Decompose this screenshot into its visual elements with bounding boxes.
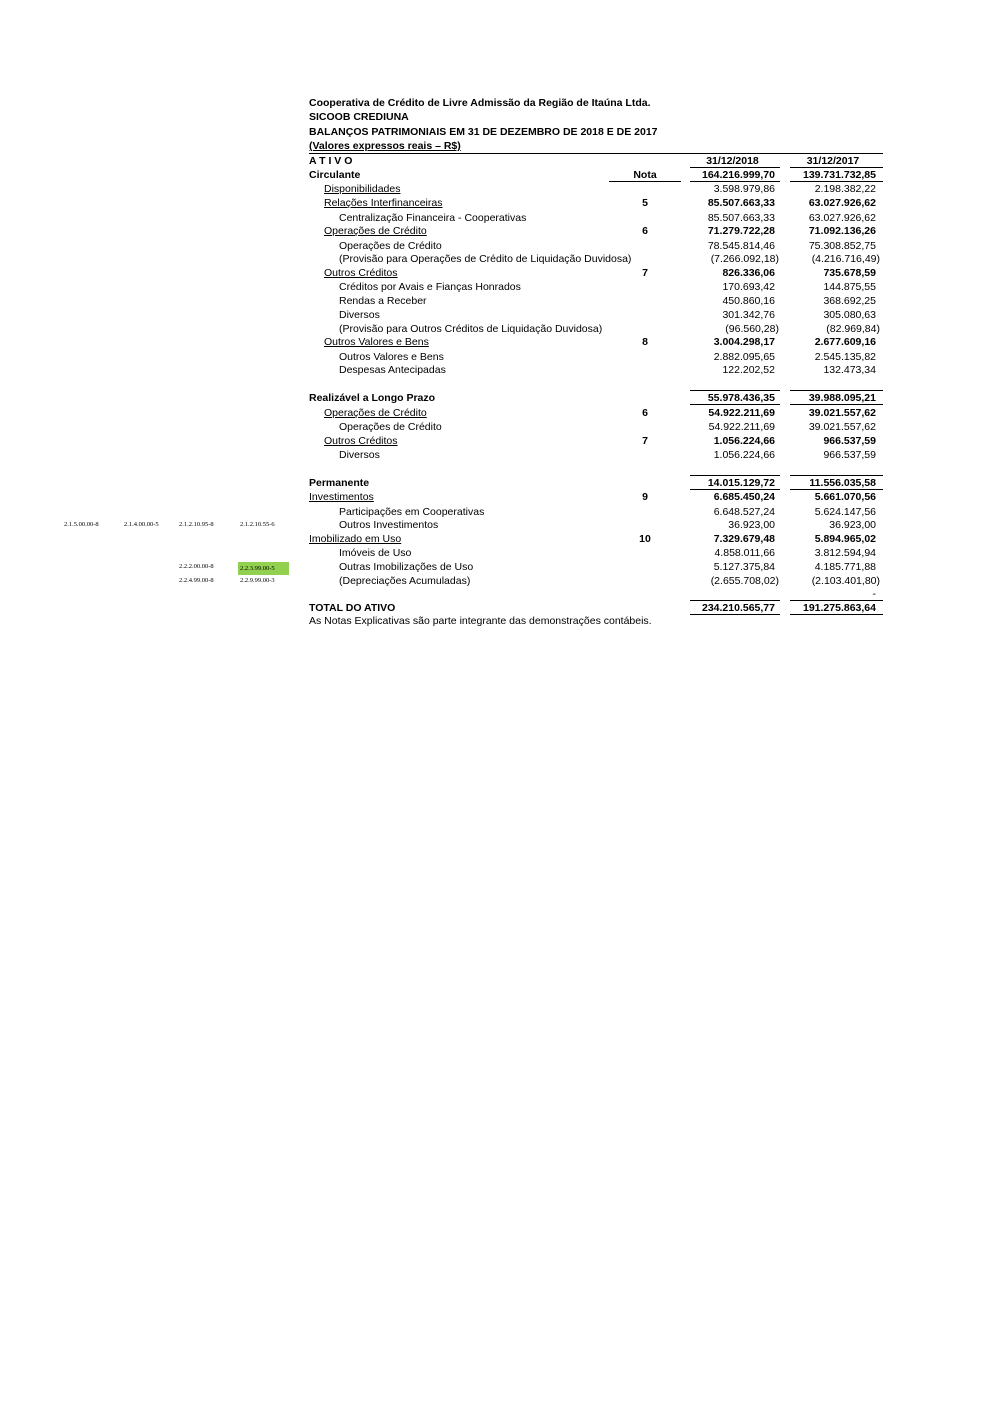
table-row bbox=[0, 420, 1000, 434]
account-code: 2.2.4.99.00-8 bbox=[179, 577, 214, 584]
value-2017: 5.661.070,56 bbox=[814, 491, 876, 503]
report-title: BALANÇOS PATRIMONIAIS EM 31 DE DEZEMBRO DE 2018 E DE 2017 bbox=[309, 126, 658, 138]
table-row bbox=[0, 546, 1000, 560]
table-row bbox=[0, 266, 1000, 280]
value-2018: 55.978.436,35 bbox=[707, 392, 775, 404]
table-row bbox=[0, 587, 1000, 601]
value-2017: 3.812.594,94 bbox=[814, 547, 876, 559]
value-2017: 191.275.863,64 bbox=[803, 602, 876, 614]
table-row bbox=[0, 406, 1000, 420]
account-code: 2.1.4.00.00-5 bbox=[124, 521, 159, 528]
value-2018: 826.336,06 bbox=[722, 267, 775, 279]
rule-nota bbox=[609, 181, 681, 182]
row-nota: 10 bbox=[639, 533, 651, 545]
rule-2018-lp bbox=[690, 404, 780, 405]
value-2017: 5.624.147,56 bbox=[814, 506, 876, 518]
value-2018: 78.545.814,46 bbox=[707, 240, 775, 252]
value-2018: 7.329.679,48 bbox=[713, 533, 775, 545]
value-2018: 122.202,52 bbox=[722, 364, 775, 376]
row-label: Rendas a Receber bbox=[339, 295, 427, 307]
value-2018: 54.922.211,69 bbox=[708, 407, 775, 419]
value-2018: 450.860,16 bbox=[722, 295, 775, 307]
row-label: (Provisão para Operações de Crédito de Liquidação Duvidosa) bbox=[339, 253, 632, 265]
row-label: Imóveis de Uso bbox=[339, 547, 412, 559]
rule-2018-circulante bbox=[690, 181, 780, 182]
value-2018: (2.655.708,02) bbox=[710, 575, 779, 587]
value-2018: 6.648.527,24 bbox=[713, 506, 775, 518]
value-2018: (96.560,28) bbox=[725, 323, 779, 335]
account-code: 2.2.2.00.00-8 bbox=[179, 563, 214, 570]
account-code: 2.2.9.99.00-3 bbox=[240, 577, 275, 584]
row-nota: 5 bbox=[642, 197, 648, 209]
value-2017: 2.677.609,16 bbox=[814, 336, 876, 348]
row-label: Outros Créditos bbox=[324, 435, 398, 447]
rule-2018-perm bbox=[690, 489, 780, 490]
account-code: 2.2.3.99.00-5 bbox=[238, 562, 289, 575]
value-2018: 5.127.375,84 bbox=[713, 561, 775, 573]
value-2018: 3.004.298,17 bbox=[713, 336, 775, 348]
rule-2018-total bbox=[690, 614, 780, 615]
table-row bbox=[0, 490, 1000, 504]
value-2017: 132.473,34 bbox=[823, 364, 876, 376]
row-label: Realizável a Longo Prazo bbox=[309, 392, 436, 404]
row-label: (Provisão para Outros Créditos de Liquidação Duvidosa) bbox=[339, 323, 603, 335]
value-2017: (2.103.401,80) bbox=[811, 575, 880, 587]
table-row bbox=[0, 391, 1000, 405]
company-name: Cooperativa de Crédito de Livre Admissão da Região de Itaúna Ltda. bbox=[309, 97, 651, 109]
value-2017: 735.678,59 bbox=[823, 267, 876, 279]
row-nota: 9 bbox=[642, 491, 648, 503]
row-nota: 7 bbox=[642, 267, 648, 279]
col-header-nota: Nota bbox=[633, 169, 657, 181]
value-2018: 36.923,00 bbox=[728, 519, 775, 531]
table-row bbox=[0, 280, 1000, 294]
footnote: As Notas Explicativas são parte integrante das demonstrações contábeis. bbox=[309, 615, 652, 627]
table-row bbox=[0, 308, 1000, 322]
row-label: Outros Investimentos bbox=[339, 519, 439, 531]
table-row bbox=[0, 252, 1000, 266]
rule-2017-circulante bbox=[790, 181, 883, 182]
value-2017: 39.021.557,62 bbox=[808, 421, 876, 433]
value-2017: 71.092.136,26 bbox=[808, 225, 876, 237]
value-2018: (7.266.092,18) bbox=[710, 253, 779, 265]
row-label: Permanente bbox=[309, 477, 370, 489]
rule-2018-total-top bbox=[690, 600, 780, 601]
row-label: Circulante bbox=[309, 169, 361, 181]
section-label-ativo: A T I V O bbox=[309, 155, 353, 167]
rule-2018-header bbox=[690, 167, 780, 168]
value-2018: 71.279.722,28 bbox=[707, 225, 775, 237]
table-row bbox=[0, 448, 1000, 462]
value-2017: 39.988.095,21 bbox=[808, 392, 876, 404]
value-2017: (4.216.716,49) bbox=[811, 253, 880, 265]
value-2018: 170.693,42 bbox=[722, 281, 775, 293]
value-2018: 1.056.224,66 bbox=[713, 435, 775, 447]
value-2018: 6.685.450,24 bbox=[713, 491, 775, 503]
value-2017: (82.969,84) bbox=[826, 323, 880, 335]
value-2017: 144.875,55 bbox=[823, 281, 876, 293]
units-note: (Valores expressos reais – R$) bbox=[309, 140, 461, 152]
value-2017: 11.556.035,58 bbox=[809, 477, 876, 489]
value-2017: 139.731.732,85 bbox=[803, 169, 876, 181]
row-label: Participações em Cooperativas bbox=[339, 506, 485, 518]
side-codes bbox=[0, 518, 309, 532]
row-label: Créditos por Avais e Fianças Honrados bbox=[339, 281, 521, 293]
row-label: TOTAL DO ATIVO bbox=[309, 602, 396, 614]
row-label: Operações de Crédito bbox=[324, 407, 427, 419]
table-row bbox=[0, 168, 1000, 182]
value-2017: - bbox=[872, 588, 876, 600]
value-2018: 1.056.224,66 bbox=[713, 449, 775, 461]
table-row bbox=[0, 182, 1000, 196]
side-codes bbox=[0, 560, 309, 574]
table-row bbox=[0, 434, 1000, 448]
value-2017: 2.545.135,82 bbox=[814, 351, 876, 363]
rule-2017-lp bbox=[790, 404, 883, 405]
value-2018: 2.882.095,65 bbox=[713, 351, 775, 363]
value-2018: 85.507.663,33 bbox=[707, 197, 775, 209]
col-header-2017: 31/12/2017 bbox=[806, 155, 860, 167]
value-2018: 164.216.999,70 bbox=[702, 169, 775, 181]
rule-2017-perm-top bbox=[790, 475, 883, 476]
value-2017: 5.894.965,02 bbox=[814, 533, 876, 545]
value-2018: 14.015.129,72 bbox=[707, 477, 775, 489]
table-row bbox=[0, 476, 1000, 490]
value-2017: 63.027.926,62 bbox=[808, 197, 876, 209]
row-nota: 8 bbox=[642, 336, 648, 348]
rule-2017-perm bbox=[790, 489, 883, 490]
row-label: Imobilizado em Uso bbox=[309, 533, 402, 545]
account-code: 2.1.2.10.55-6 bbox=[240, 521, 275, 528]
value-2018: 85.507.663,33 bbox=[707, 212, 775, 224]
value-2017: 36.923,00 bbox=[829, 519, 876, 531]
rule-2017-header bbox=[790, 167, 883, 168]
row-nota: 7 bbox=[642, 435, 648, 447]
row-label: Despesas Antecipadas bbox=[339, 364, 446, 376]
value-2017: 2.198.382,22 bbox=[814, 183, 876, 195]
table-row bbox=[0, 363, 1000, 377]
column-header-row bbox=[0, 154, 1000, 168]
value-2017: 368.692,25 bbox=[823, 295, 876, 307]
side-codes bbox=[0, 574, 309, 588]
row-nota: 6 bbox=[642, 225, 648, 237]
row-label: Outros Créditos bbox=[324, 267, 398, 279]
col-header-2018: 31/12/2018 bbox=[706, 155, 759, 167]
value-2017: 63.027.926,62 bbox=[808, 212, 876, 224]
rule-2017-lp-top bbox=[790, 390, 883, 391]
table-row bbox=[0, 350, 1000, 364]
value-2018: 301.342,76 bbox=[722, 309, 775, 321]
table-row bbox=[0, 294, 1000, 308]
row-label: (Depreciações Acumuladas) bbox=[339, 575, 471, 587]
row-label: Outras Imobilizações de Uso bbox=[339, 561, 474, 573]
table-row bbox=[0, 532, 1000, 546]
table-row bbox=[0, 505, 1000, 519]
row-nota: 6 bbox=[642, 407, 648, 419]
row-label: Diversos bbox=[339, 449, 380, 461]
value-2017: 966.537,59 bbox=[823, 449, 876, 461]
value-2018: 234.210.565,77 bbox=[702, 602, 775, 614]
table-row bbox=[0, 211, 1000, 225]
row-label: Outros Valores e Bens bbox=[324, 336, 429, 348]
value-2017: 75.308.852,75 bbox=[808, 240, 876, 252]
table-row bbox=[0, 224, 1000, 238]
row-label: Operações de Crédito bbox=[324, 225, 427, 237]
account-code: 2.1.2.10.95-8 bbox=[179, 521, 214, 528]
rule-2017-total-top bbox=[790, 600, 883, 601]
row-label: Diversos bbox=[339, 309, 380, 321]
value-2017: 4.185.771,88 bbox=[814, 561, 876, 573]
table-row bbox=[0, 322, 1000, 336]
table-row bbox=[0, 239, 1000, 253]
value-2017: 966.537,59 bbox=[823, 435, 876, 447]
rule-2017-total bbox=[790, 614, 883, 615]
account-code: 2.1.5.00.00-8 bbox=[64, 521, 99, 528]
value-2018: 54.922.211,69 bbox=[708, 421, 775, 433]
row-label: Operações de Crédito bbox=[339, 421, 442, 433]
table-row bbox=[0, 601, 1000, 615]
rule-2018-lp-top bbox=[690, 390, 780, 391]
row-label: Outros Valores e Bens bbox=[339, 351, 444, 363]
row-label: Relações Interfinanceiras bbox=[324, 197, 443, 209]
row-label: Disponibilidades bbox=[324, 183, 401, 195]
value-2017: 305.080,63 bbox=[823, 309, 876, 321]
table-row bbox=[0, 196, 1000, 210]
row-label: Investimentos bbox=[309, 491, 374, 503]
table-row bbox=[0, 335, 1000, 349]
row-label: Operações de Crédito bbox=[339, 240, 442, 252]
value-2017: 39.021.557,62 bbox=[808, 407, 876, 419]
value-2018: 3.598.979,86 bbox=[713, 183, 775, 195]
rule-2018-perm-top bbox=[690, 475, 780, 476]
brand-name: SICOOB CREDIUNA bbox=[309, 111, 409, 123]
value-2018: 4.858.011,66 bbox=[714, 547, 775, 559]
row-label: Centralização Financeira - Cooperativas bbox=[339, 212, 527, 224]
